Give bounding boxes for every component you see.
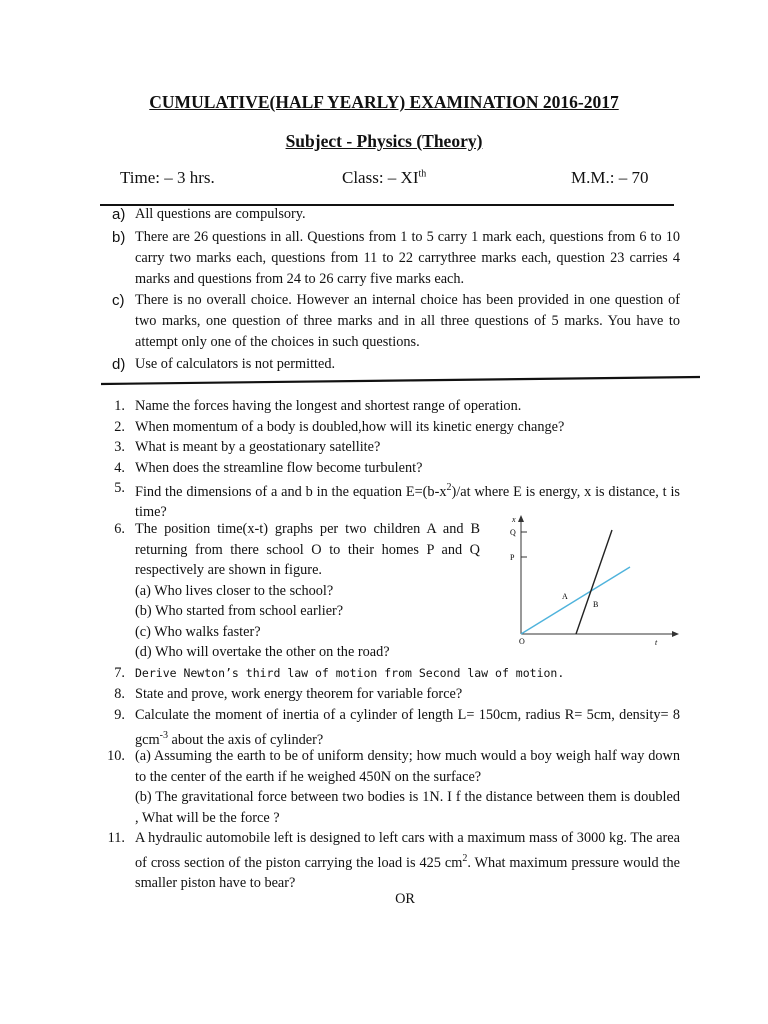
or-separator: OR <box>395 891 415 907</box>
exam-title: CUMULATIVE(HALF YEARLY) EXAMINATION 2016-2017 <box>149 92 619 112</box>
question-number: 2. <box>114 419 125 435</box>
instruction-text: There are 26 questions in all. Questions from 1 to 5 carry 1 mark each, questions from 6 to 10 carry two marks each, questions from 11 to 22 carrythree marks each, question 23 carries 4 marks and questions from 24 to 26 carry five marks each. <box>135 229 680 287</box>
position-time-graph <box>498 510 683 650</box>
question-2 <box>100 417 680 438</box>
sub-question-a: (a) Assuming the earth to be of uniform density; how much would a boy weigh half way down to the center of the earth if he weighed 450N on the surface? <box>135 748 680 785</box>
question-number: 6. <box>114 521 125 537</box>
sub-question-c: (c) Who walks faster? <box>135 623 261 640</box>
superscript: -3 <box>159 729 168 741</box>
line-a-label: A <box>562 592 568 601</box>
question-text: Name the forces having the longest and shortest range of operation. <box>135 398 522 414</box>
maximum-marks: M.M.: – 70 <box>571 168 649 187</box>
question-text-part: Find the dimensions of a and b in the equation E=(b-x <box>135 483 447 500</box>
instruction-label: c) <box>112 292 125 309</box>
instruction-text: Use of calculators is not permitted. <box>135 356 336 372</box>
question-number: 8. <box>114 686 125 702</box>
question-text <box>135 828 680 893</box>
question-number: 4. <box>114 460 125 476</box>
question-text <box>135 519 480 663</box>
class-info <box>342 168 426 188</box>
time-allowed: Time: – 3 hrs. <box>120 168 215 187</box>
question-number: 5. <box>114 480 125 496</box>
x-axis-label: t <box>655 638 658 647</box>
question-text <box>135 705 680 750</box>
instruction-label: a) <box>112 206 126 223</box>
instruction-label: d) <box>112 356 126 373</box>
question-text-main: The position time(x-t) graphs per two children A and B returning from there school O to their homes P and Q respectively are shown in figure. <box>135 521 480 578</box>
divider-line <box>101 377 700 384</box>
question-number: 11. <box>107 830 125 846</box>
question-text: When does the streamline flow become turbulent? <box>135 460 423 476</box>
question-number: 1. <box>114 398 125 414</box>
question-9 <box>100 705 680 750</box>
class-label: Class: – XI <box>342 168 419 187</box>
instruction-c <box>100 290 680 353</box>
x-axis-arrow <box>672 631 679 637</box>
y-axis-arrow <box>518 515 524 522</box>
question-10 <box>100 746 680 828</box>
class-superscript: th <box>418 168 427 180</box>
instruction-text: There is no overall choice. However an internal choice has been provided in one question of two marks, one question of three marks and in all three questions of 5 marks. You have to attempt only one of the choices in such questions. <box>135 292 680 350</box>
question-3 <box>100 437 680 458</box>
question-text: Derive Newton’s third law of motion from Second law of motion. <box>135 666 565 680</box>
point-q-label: Q <box>510 528 516 537</box>
question-4 <box>100 458 680 479</box>
question-text-part: Calculate the moment of inertia of a cylinder of length L= 150cm, radius R= 5cm, density= 8 gcm <box>135 707 680 748</box>
question-11 <box>100 828 680 893</box>
question-text-part: about the axis of cylinder? <box>167 731 324 748</box>
instruction-b <box>100 227 680 290</box>
line-b-label: B <box>593 600 599 609</box>
question-text: When momentum of a body is doubled,how will its kinetic energy change? <box>135 419 565 435</box>
question-8 <box>100 684 680 705</box>
question-number: 9. <box>114 707 125 723</box>
graph-line-a <box>521 567 630 634</box>
question-number: 7. <box>114 665 125 681</box>
question-1 <box>100 396 680 417</box>
instruction-label: b) <box>112 229 126 246</box>
superscript: 2 <box>462 852 468 864</box>
instruction-text: All questions are compulsory. <box>135 206 306 222</box>
question-text <box>135 746 680 828</box>
sub-question-d: (d) Who will overtake the other on the road? <box>135 644 390 660</box>
instructions-divider <box>0 372 768 388</box>
question-number: 10. <box>107 748 125 764</box>
question-7 <box>100 663 680 684</box>
question-text-part: . What maximum pressure would the smaller piston have to bear? <box>135 854 680 891</box>
instruction-a <box>100 204 680 225</box>
origin-label: O <box>519 637 525 646</box>
subject-heading: Subject - Physics (Theory) <box>285 131 483 151</box>
question-number: 3. <box>114 439 125 455</box>
y-axis-label: x <box>512 515 516 524</box>
sub-question-b: (b) Who started from school earlier? <box>135 603 344 619</box>
sub-question-a: (a) Who lives closer to the school? <box>135 582 334 599</box>
question-text: State and prove, work energy theorem for variable force? <box>135 686 463 702</box>
question-text: What is meant by a geostationary satellite? <box>135 439 381 455</box>
sub-question-b: (b) The gravitational force between two bodies is 1N. I f the distance between them is doubled , What will be the force ? <box>135 789 680 826</box>
point-p-label: P <box>510 553 515 562</box>
question-text-part: A hydraulic automobile left is designed to left cars with a maximum mass of 3000 kg. The area of cross section of the piston carrying the load is 425 cm <box>135 830 680 871</box>
superscript: 2 <box>446 482 452 493</box>
question-text-part: )/at where E is energy, x is distance, t is time? <box>135 483 680 521</box>
